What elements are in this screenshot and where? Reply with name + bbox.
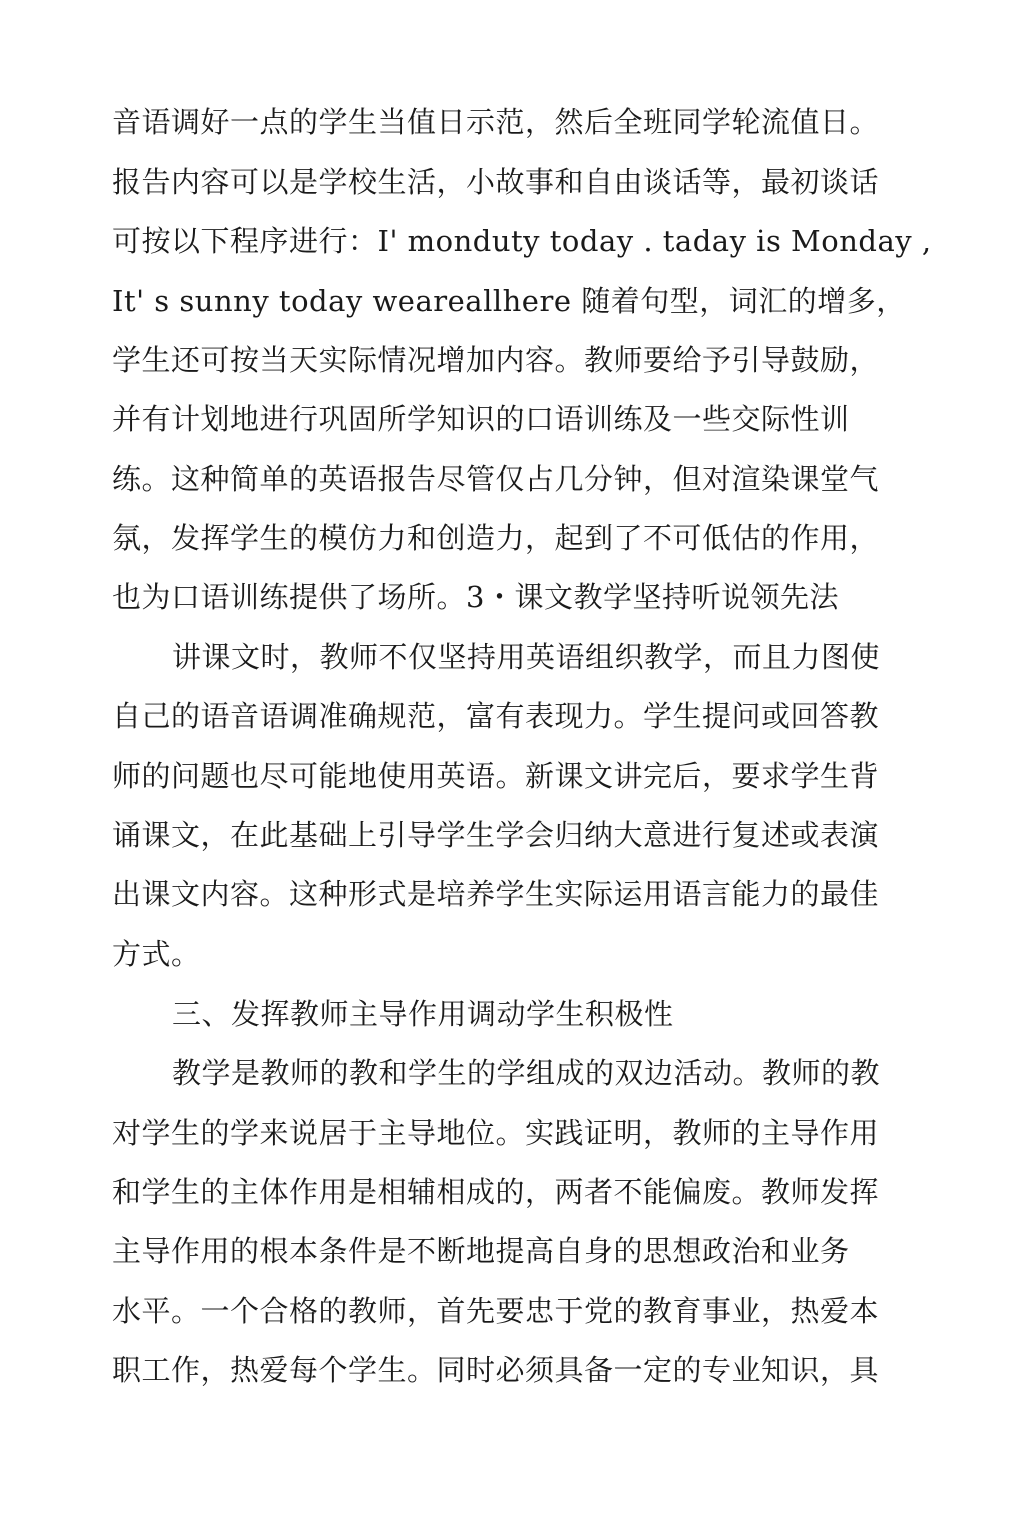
text-line: 和学生的主体作用是相辅相成的，两者不能偏废。教师发挥 bbox=[112, 1175, 880, 1209]
text-line: 学生还可按当天实际情况增加内容。教师要给予引导鼓励， bbox=[112, 343, 880, 377]
text-line: 报告内容可以是学校生活，小故事和自由谈话等，最初谈话 bbox=[112, 165, 880, 199]
text-line: 师的问题也尽可能地使用英语。新课文讲完后，要求学生背 bbox=[112, 759, 880, 793]
text-line: It' s sunny today weareallhere 随着句型，词汇的增多， bbox=[112, 284, 906, 318]
text-line: 出课文内容。这种形式是培养学生实际运用语言能力的最佳 bbox=[112, 877, 880, 911]
text-line: 对学生的学来说居于主导地位。实践证明，教师的主导作用 bbox=[112, 1116, 880, 1150]
paragraph-first-line: 教学是教师的教和学生的学组成的双边活动。教师的教 bbox=[172, 1056, 881, 1090]
text-line: 职工作，热爱每个学生。同时必须具备一定的专业知识，具 bbox=[112, 1353, 880, 1387]
text-line: 可按以下程序进行：I' monduty today . taday is Monday , bbox=[112, 224, 932, 258]
text-line: 氛，发挥学生的模仿力和创造力，起到了不可低估的作用， bbox=[112, 521, 880, 555]
text-line: 主导作用的根本条件是不断地提高自身的思想政治和业务 bbox=[112, 1234, 850, 1268]
text-line: 练。这种简单的英语报告尽管仅占几分钟，但对渲染课堂气 bbox=[112, 462, 880, 496]
paragraph-first-line: 讲课文时，教师不仅坚持用英语组织教学，而且力图使 bbox=[172, 640, 881, 674]
text-line: 并有计划地进行巩固所学知识的口语训练及一些交际性训 bbox=[112, 402, 850, 436]
text-line: 自己的语音语调准确规范，富有表现力。学生提问或回答教 bbox=[112, 699, 880, 733]
text-line: 也为口语训练提供了场所。3・课文教学坚持听说领先法 bbox=[112, 580, 839, 614]
text-line: 水平。一个合格的教师，首先要忠于党的教育事业，热爱本 bbox=[112, 1294, 880, 1328]
text-line: 方式。 bbox=[112, 937, 201, 971]
section-heading: 三、发挥教师主导作用调动学生积极性 bbox=[172, 997, 674, 1031]
text-line: 诵课文，在此基础上引导学生学会归纳大意进行复述或表演 bbox=[112, 818, 880, 852]
text-line: 音语调好一点的学生当值日示范，然后全班同学轮流值日。 bbox=[112, 105, 880, 139]
